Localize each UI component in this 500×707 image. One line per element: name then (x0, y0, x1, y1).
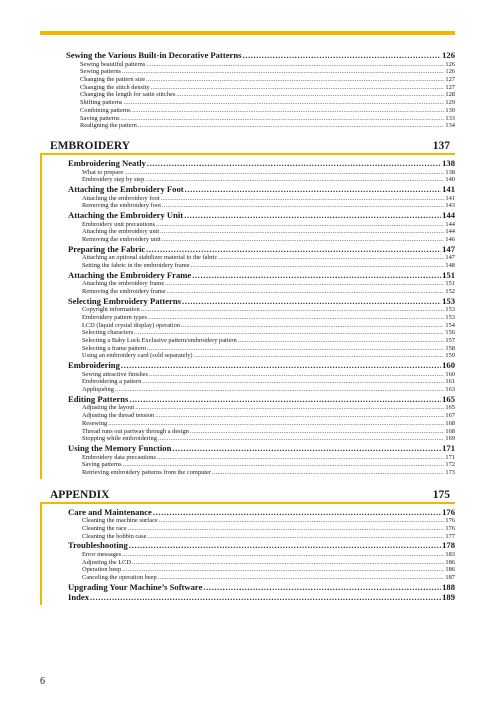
toc-subentry[interactable] (80, 107, 455, 115)
toc-page-number: 172 (445, 461, 455, 469)
toc-page-number: 167 (445, 412, 455, 420)
toc-subentry[interactable] (82, 314, 455, 322)
toc-subentry[interactable] (82, 412, 455, 420)
toc-page-number: 186 (445, 566, 455, 574)
dot-leader (167, 288, 445, 296)
toc-subentry-label: Embroidery unit precautions (82, 220, 156, 228)
dot-leader (115, 386, 444, 394)
dot-leader (122, 551, 444, 559)
toc-subentry-label: Adjusting the layout (82, 404, 135, 412)
toc-subentry-label: Removing the embroidery foot (82, 202, 161, 210)
toc-subentry-label: Sewing patterns (80, 68, 121, 76)
dot-leader (192, 270, 441, 281)
toc-heading-entry[interactable] (68, 394, 455, 405)
toc-page-number: 143 (445, 202, 455, 210)
toc-subentry-label: LCD (liquid crystal display) operation (82, 321, 180, 329)
toc-subentry[interactable] (80, 84, 455, 92)
toc-subentry-label: Sewing beautiful patterns (80, 60, 146, 68)
dot-leader (146, 61, 444, 69)
dot-leader (191, 262, 445, 270)
dot-leader (146, 244, 441, 255)
toc-page-number: 173 (445, 468, 455, 476)
toc-subentry-label: Saving patterns (80, 114, 120, 122)
toc-page-number: 144 (445, 228, 455, 236)
toc-subentry[interactable] (82, 533, 455, 541)
dot-leader (129, 394, 441, 405)
toc-subentry-label: Changing the pattern size (80, 76, 146, 83)
chapter-page-number: 175 (432, 488, 450, 501)
toc-heading-entry[interactable] (68, 244, 455, 255)
dot-leader (145, 176, 444, 184)
toc-subentry[interactable] (82, 525, 455, 533)
dot-leader (138, 122, 445, 130)
toc-subentry[interactable] (82, 337, 455, 345)
toc-heading-entry-label: Using the Memory Function (68, 442, 172, 453)
toc-heading-entry-label: Attaching the Embroidery Frame (68, 269, 192, 280)
toc-subentry-label: Attaching the embroidery frame (82, 280, 165, 288)
toc-subentry-label: Selecting a Baby Lock Exclusive pattern/embroidery pattern (82, 337, 237, 345)
toc-subentry[interactable] (82, 559, 455, 567)
dot-leader (121, 115, 445, 123)
toc-heading-entry[interactable] (68, 210, 455, 221)
toc-heading-entry[interactable] (68, 507, 455, 518)
dot-leader (190, 428, 445, 436)
toc-page-number: 138 (442, 157, 455, 168)
dot-leader (159, 517, 445, 525)
toc-subentry-label: Saving patterns (82, 461, 122, 469)
toc-subentry[interactable] (82, 469, 455, 477)
chapter-title: APPENDIX (50, 488, 110, 501)
toc-subentry-label: Selecting characters (82, 329, 134, 337)
toc-page-number: 133 (445, 114, 455, 122)
dot-leader (172, 443, 441, 454)
toc-subentry-label: Cleaning the machine surface (82, 517, 158, 525)
toc-page-number: 159 (445, 352, 455, 360)
toc-heading-entry-label: Embroidering Neatly (68, 157, 146, 168)
dot-leader (176, 91, 444, 99)
toc-subentries (68, 517, 455, 540)
toc-page-number: 163 (445, 386, 455, 394)
toc-subentry[interactable] (82, 428, 455, 436)
table-of-contents (40, 50, 455, 605)
toc-heading-entry[interactable] (68, 582, 455, 593)
toc-subentry[interactable] (80, 91, 455, 99)
toc-subentry[interactable] (82, 404, 455, 412)
toc-subentry-label: Cleaning the bobbin case (82, 532, 147, 540)
toc-subentry[interactable] (82, 176, 455, 184)
toc-subentries (68, 280, 455, 295)
toc-page-number: 188 (442, 581, 455, 592)
toc-subentry[interactable] (82, 371, 455, 379)
toc-page-number: 138 (445, 168, 455, 176)
toc-subentry-label: Combining patterns (80, 106, 131, 114)
intro-subentries (66, 61, 455, 130)
toc-subentry-label: Setting the fabric in the embroidery frame (82, 261, 190, 269)
toc-subentry[interactable] (82, 280, 455, 288)
dot-leader (122, 68, 444, 76)
toc-page-number: 169 (445, 435, 455, 443)
toc-subentry[interactable] (82, 420, 455, 428)
toc-page-number: 144 (442, 209, 455, 220)
toc-subentry[interactable] (82, 254, 455, 262)
toc-page-number: 171 (442, 442, 455, 453)
toc-page-number: 157 (445, 337, 455, 345)
toc-subentry-label: Cleaning the race (82, 524, 127, 532)
toc-subentry[interactable] (82, 386, 455, 394)
dot-leader (158, 435, 445, 443)
dot-leader (142, 378, 444, 386)
toc-subentry-label: Appliquéing (82, 386, 114, 394)
toc-subentry[interactable] (82, 345, 455, 353)
toc-heading-entry-label: Upgrading Your Machine’s Software (68, 581, 203, 592)
toc-page-number: 183 (445, 550, 455, 558)
toc-subentry[interactable] (80, 61, 455, 69)
dot-leader (123, 99, 444, 107)
toc-subentry[interactable] (82, 202, 455, 210)
toc-page-number: 165 (445, 404, 455, 412)
toc-page-number: 176 (442, 506, 455, 517)
toc-subentry-label: Operation beep (82, 566, 122, 574)
dot-leader (161, 195, 445, 203)
toc-subentry[interactable] (80, 115, 455, 123)
chapter-heading[interactable] (40, 140, 455, 155)
intro-section (40, 50, 455, 130)
toc-subentries (68, 169, 455, 184)
chapter-entries (40, 504, 455, 605)
toc-subentry-label: Embroidery data precautions (82, 453, 156, 461)
toc-page-number: 127 (445, 76, 455, 83)
dot-leader (153, 507, 441, 518)
toc-page-number: 160 (442, 360, 455, 371)
dot-leader (184, 210, 441, 221)
toc-page-number: 153 (442, 295, 455, 306)
toc-heading-entry-label: Index (68, 592, 90, 603)
toc-subentry[interactable] (82, 435, 455, 443)
toc-subentry-label: Adjusting the thread tension (82, 412, 155, 420)
toc-subentry-label: Error messages (82, 550, 122, 558)
toc-subentry-label: Using an embroidery card (sold separately) (82, 352, 193, 360)
toc-subentry[interactable] (82, 517, 455, 525)
toc-subentry-label: Changing the length for satin stitches (80, 91, 176, 99)
dot-leader (149, 371, 444, 379)
dot-leader (122, 566, 444, 574)
toc-subentry[interactable] (82, 574, 455, 582)
chapter-title: EMBROIDERY (50, 139, 131, 152)
dot-leader (141, 306, 445, 314)
toc-page-number: 187 (445, 574, 455, 582)
toc-page-number: 141 (445, 194, 455, 202)
dot-leader (238, 337, 445, 345)
toc-page-number: 151 (442, 269, 455, 280)
chapter-page-number: 137 (432, 139, 450, 152)
toc-subentry[interactable] (82, 195, 455, 203)
toc-page-number: 154 (445, 321, 455, 329)
toc-page-number: 144 (445, 220, 455, 228)
toc-subentry[interactable] (80, 122, 455, 130)
toc-heading-entry-label: Selecting Embroidery Patterns (68, 295, 181, 306)
toc-subentry-label: Attaching the embroidery unit (82, 228, 160, 236)
toc-page-number: 128 (445, 91, 455, 99)
toc-heading-entry[interactable] (68, 540, 455, 551)
dot-leader (134, 329, 444, 337)
toc-subentry[interactable] (82, 228, 455, 236)
toc-page-number: 126 (445, 68, 455, 76)
toc-subentry-label: Embroidering a pattern (82, 378, 142, 386)
toc-subentry-label: Selecting a frame pattern (82, 344, 147, 352)
toc-page-number: 147 (442, 243, 455, 254)
dot-leader (151, 84, 445, 92)
dot-leader (147, 158, 441, 169)
toc-subentry-label: Attaching an optional stabilizer material to the fabric (82, 254, 218, 262)
toc-page-number: 140 (445, 176, 455, 184)
toc-heading-entry[interactable] (68, 360, 455, 371)
toc-heading-entry-label: Care and Maintenance (68, 506, 152, 517)
toc-subentry-label: Stopping while embroidering (82, 435, 157, 443)
toc-subentry[interactable] (80, 76, 455, 84)
toc-subentry[interactable] (82, 306, 455, 314)
toc-page-number: 141 (442, 183, 455, 194)
toc-heading-entry[interactable] (68, 270, 455, 281)
toc-subentry[interactable] (82, 461, 455, 469)
dot-leader (146, 76, 444, 84)
toc-subentries (68, 195, 455, 210)
toc-page-number: 126 (445, 60, 455, 68)
toc-subentry-label: What to prepare (82, 168, 124, 176)
toc-heading-entry[interactable] (68, 592, 455, 603)
dot-leader (185, 184, 442, 195)
toc-subentry[interactable] (80, 68, 455, 76)
dot-leader (155, 412, 444, 420)
toc-subentries (68, 371, 455, 394)
toc-page-number: 186 (445, 558, 455, 566)
toc-subentry-label: Attaching the embroidery foot (82, 194, 160, 202)
toc-page-number: 134 (445, 122, 455, 130)
dot-leader (147, 533, 444, 541)
dot-leader (182, 296, 441, 307)
toc-page-number: 147 (445, 254, 455, 262)
dot-leader (158, 574, 445, 582)
toc-subentries (68, 551, 455, 582)
toc-heading-entry[interactable] (68, 158, 455, 169)
toc-page-number: 176 (445, 524, 455, 532)
toc-page-number: 171 (445, 453, 455, 461)
toc-subentry-label: Retrieving embroidery patterns from the computer (82, 468, 212, 476)
toc-subentry-label: Adjusting the LCD (82, 558, 131, 566)
toc-page-number: 168 (445, 419, 455, 427)
page-number: 6 (40, 676, 45, 687)
dot-leader (162, 202, 444, 210)
toc-page-number: 153 (445, 313, 455, 321)
toc-page-number: 158 (445, 344, 455, 352)
toc-heading-entry-label: Embroidering (68, 360, 120, 371)
toc-subentry[interactable] (82, 454, 455, 462)
toc-subentry[interactable] (82, 551, 455, 559)
dot-leader (218, 254, 444, 262)
top-accent-bar (40, 31, 455, 35)
toc-subentry-label: Realigning the pattern (80, 122, 137, 130)
dot-leader (181, 322, 444, 330)
dot-leader (160, 228, 444, 236)
dot-leader (165, 280, 444, 288)
toc-page-number: 178 (442, 540, 455, 551)
toc-subentry-label: Copyright information (82, 306, 140, 314)
toc-subentries (68, 254, 455, 269)
toc-page-number: 146 (445, 235, 455, 243)
toc-heading-entry-label: Preparing the Fabric (68, 243, 146, 254)
toc-subentry[interactable] (82, 169, 455, 177)
dot-leader (132, 107, 445, 115)
dot-leader (121, 360, 441, 371)
toc-subentry[interactable] (82, 566, 455, 574)
toc-heading-entry-label: Attaching the Embroidery Unit (68, 209, 184, 220)
toc-page-number: 153 (445, 306, 455, 314)
toc-subentry-label: Embroidery pattern types (82, 313, 147, 321)
dot-leader (90, 592, 441, 603)
toc-page-number: 176 (445, 517, 455, 525)
toc-subentry-label: Changing the stitch density (80, 83, 150, 91)
toc-subentry[interactable] (82, 378, 455, 386)
toc-page-number: 151 (445, 280, 455, 288)
toc-subentry-label: Embroidery step by step (82, 176, 145, 184)
dot-leader (128, 525, 445, 533)
toc-subentry[interactable] (82, 236, 455, 244)
dot-leader (156, 221, 444, 229)
toc-page-number: 129 (445, 99, 455, 107)
dot-leader (242, 50, 441, 61)
dot-leader (123, 461, 445, 469)
toc-page-number: 161 (445, 378, 455, 386)
toc-page-number: 148 (445, 261, 455, 269)
dot-leader (162, 236, 445, 244)
toc-heading-entry-label: Editing Patterns (68, 393, 129, 404)
chapter-entries (40, 155, 455, 479)
toc-page-number: 160 (445, 370, 455, 378)
toc-subentries (68, 221, 455, 244)
toc-heading-entry[interactable] (68, 184, 455, 195)
toc-subentry-label: Removing the embroidery frame (82, 287, 166, 295)
dot-leader (212, 469, 444, 477)
toc-subentry[interactable] (80, 99, 455, 107)
toc-page-number: 189 (442, 592, 455, 603)
toc-page-number: 156 (445, 329, 455, 337)
toc-subentries (68, 306, 455, 360)
toc-heading-label: Sewing the Various Built-in Decorative Patterns (66, 50, 242, 60)
toc-subentry[interactable] (82, 221, 455, 229)
toc-heading-entry[interactable] (66, 50, 455, 61)
toc-subentries (68, 404, 455, 443)
toc-subentry[interactable] (82, 329, 455, 337)
dot-leader (124, 169, 444, 177)
dot-leader (148, 314, 444, 322)
toc-page-number: 130 (445, 106, 455, 114)
toc-heading-entry-label: Attaching the Embroidery Foot (68, 183, 184, 194)
chapter-heading[interactable] (40, 489, 455, 504)
dot-leader (147, 345, 444, 353)
toc-page-number: 127 (445, 83, 455, 91)
toc-subentry-label: Canceling the operation beep (82, 574, 157, 582)
toc-subentry-label: Shifting patterns (80, 99, 123, 107)
toc-subentry-label: Removing the embroidery unit (82, 235, 161, 243)
dot-leader (135, 404, 444, 412)
toc-subentry[interactable] (82, 352, 455, 360)
dot-leader (157, 454, 445, 462)
toc-subentry[interactable] (82, 322, 455, 330)
toc-page-number: 177 (445, 532, 455, 540)
dot-leader (132, 559, 444, 567)
toc-subentry-label: Sewing attractive finishes (82, 370, 149, 378)
toc-subentry-label: Resewing (82, 419, 108, 427)
toc-page-number: 126 (442, 50, 455, 60)
toc-page-number: 165 (442, 393, 455, 404)
toc-subentry[interactable] (82, 288, 455, 296)
chapters (40, 140, 455, 605)
toc-page-number: 168 (445, 427, 455, 435)
toc-heading-entry[interactable] (68, 296, 455, 307)
toc-page-number: 152 (445, 287, 455, 295)
toc-heading-entry-label: Troubleshooting (68, 540, 128, 551)
toc-heading-entry[interactable] (68, 443, 455, 454)
toc-subentry[interactable] (82, 262, 455, 270)
dot-leader (194, 352, 445, 360)
dot-leader (203, 582, 441, 593)
toc-subentry-label: Thread runs out partway through a design (82, 427, 189, 435)
dot-leader (129, 540, 441, 551)
toc-subentries (68, 454, 455, 477)
dot-leader (108, 420, 444, 428)
